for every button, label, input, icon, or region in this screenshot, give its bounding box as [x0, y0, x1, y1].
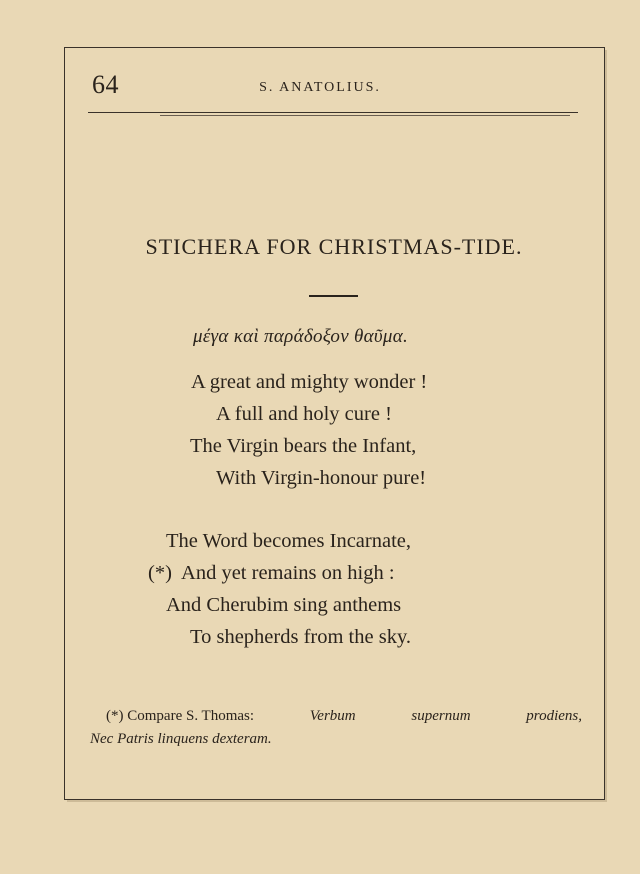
verse-line: With Virgin-honour pure! [216, 467, 427, 489]
border-shadow-bottom [67, 800, 607, 802]
running-head: S. ANATOLIUS. [259, 80, 381, 95]
footnote-word: supernum [411, 708, 471, 724]
footnote-line-2: Nec Patris linquens dexteram. [90, 731, 272, 747]
header-rule-secondary [160, 115, 570, 116]
verse-line: The Word becomes Incarnate, [166, 530, 411, 552]
verse-line: And Cherubim sing anthems [166, 594, 402, 616]
verse-line: A great and mighty wonder ! [191, 371, 428, 393]
footnote-line-1 [90, 705, 582, 728]
verse-line: A full and holy cure ! [216, 403, 392, 425]
verse-line: (*) And yet remains on high : [148, 562, 395, 584]
footnote-word: prodiens, [526, 708, 582, 724]
header-rule [88, 112, 578, 113]
greek-incipit: μέγα καὶ παράδοξον θαῦμα. [193, 326, 409, 347]
verse-line: The Virgin bears the Infant, [190, 435, 417, 457]
title-divider [309, 295, 358, 297]
verse-line: To shepherds from the sky. [190, 626, 411, 648]
footnote [90, 705, 582, 751]
border-shadow-right [605, 50, 607, 802]
footnote-word: Verbum [309, 708, 356, 724]
hymn-title: STICHERA FOR CHRISTMAS-TIDE. [145, 234, 523, 259]
page-number: 64 [92, 70, 119, 99]
footnote-word: (*) Compare S. Thomas: [106, 708, 255, 724]
